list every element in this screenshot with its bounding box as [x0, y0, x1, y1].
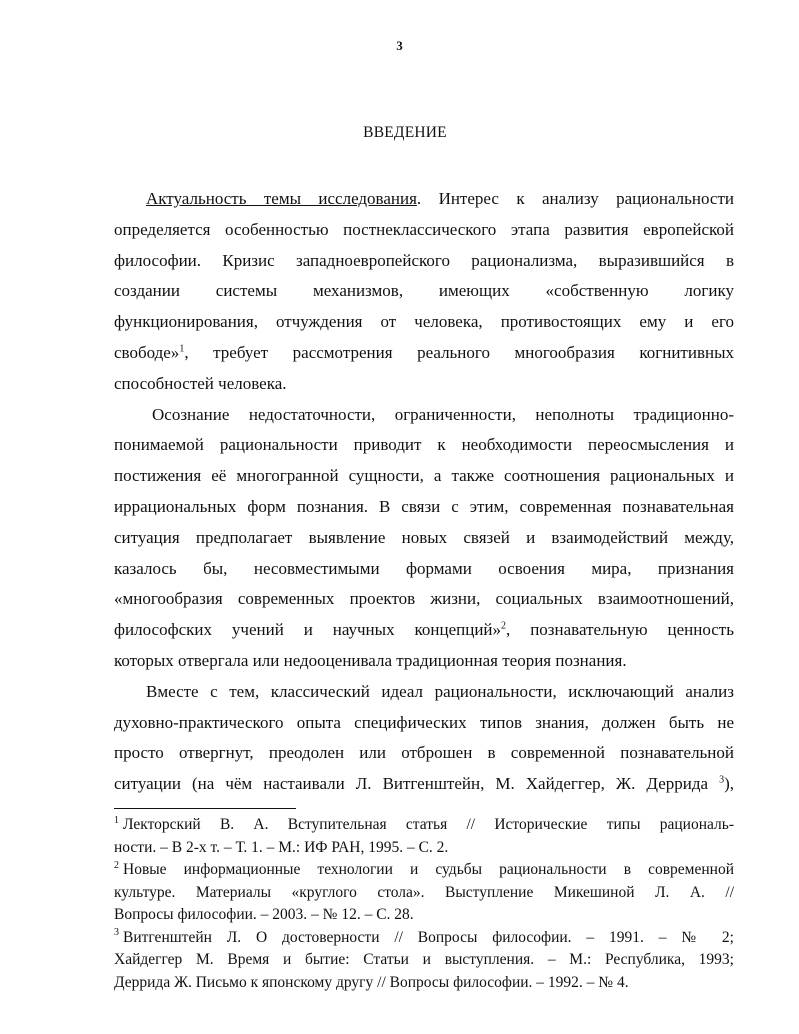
footnote-ref-2: 2 [501, 620, 507, 632]
footnote-line: культуре. Материалы «круглого стола». Выступление Микешиной Л. А. // [114, 883, 734, 901]
body-text [114, 184, 734, 800]
footnote-divider [114, 808, 296, 809]
section-heading: ВВЕДЕНИЕ [363, 124, 447, 141]
text-line: просто отвергнут, преодолен или отброшен в современной познавательной [114, 743, 734, 763]
text-line: определяется особенностью постнеклассического этапа развития европейской [114, 219, 734, 239]
footnote-line: ности. – В 2-х т. – Т. 1. – М.: ИФ РАН, 1995. – С. 2. [114, 838, 449, 856]
text-line: казалось бы, несовместимыми формами освоения мира, признания [114, 558, 734, 578]
text-fragment: Лекторский В. А. Вступительная статья // Исторические типы рациональ- [123, 816, 734, 833]
text-line: философии. Кризис западноевропейского рационализма, выразившийся в [114, 250, 734, 270]
text-line [114, 184, 734, 215]
text-fragment: Витгенштейн Л. О достоверности // Вопросы философии. – 1991. – № 2; [123, 928, 734, 946]
text-fragment: , требует рассмотрения реального многообразия когнитивных [184, 342, 734, 362]
footnote-line [114, 814, 734, 837]
text-line [114, 769, 734, 800]
text-line: способностей человека. [114, 373, 287, 393]
paragraph-classical-ideal [114, 677, 734, 800]
paragraph-relevance [114, 184, 734, 400]
text-line [114, 338, 734, 369]
footnote-mark: 1 [114, 814, 119, 826]
footnote-line: Хайдеггер М. Время и бытие: Статьи и выступления. – М.: Республика, 1993; [114, 951, 734, 968]
text-fragment: ситуации (на чём настаивали Л. Витгенштейн, М. Хайдеггер, Ж. Деррида [114, 774, 720, 794]
text-line: функционирования, отчуждения от человека, противостоящих ему и его [114, 312, 734, 332]
footnote-ref-1: 1 [179, 343, 185, 355]
text-line: понимаемой рациональности приводит к необходимости переосмысления и [114, 435, 734, 455]
footnote-line [114, 927, 734, 950]
paragraph-awareness [114, 400, 734, 677]
text-line: иррациональных форм познания. В связи с этим, современная познавательная [114, 496, 734, 516]
text-line: «многообразия современных проектов жизни, социальных взаимоотношений, [114, 589, 734, 609]
footnote-3 [114, 927, 734, 995]
text-fragment: свободе» [114, 342, 180, 362]
text-line: Вместе с тем, классический идеал рациональности, исключающий анализ [146, 681, 734, 701]
footnote-mark: 2 [114, 859, 119, 871]
text-fragment: . Интерес к анализу рациональности [416, 189, 734, 208]
text-line: которых отвергала или недооценивала традиционная теория познания. [114, 650, 627, 670]
text-line: ситуация предполагает выявление новых связей и взаимодействий между, [114, 527, 734, 547]
text-fragment: , познавательную ценность [506, 620, 734, 640]
text-line: духовно-практического опыта специфических типов знания, должен быть не [114, 712, 734, 732]
footnote-1 [114, 814, 734, 859]
footnotes [114, 814, 734, 994]
text-fragment: ), [724, 774, 734, 794]
footnote-mark: 3 [114, 927, 119, 939]
text-line: Осознание недостаточности, ограниченности, неполноты традиционно- [152, 404, 734, 424]
footnote-line [114, 859, 734, 882]
footnote-line: Вопросы философии. – 2003. – № 12. – С. 28. [114, 906, 414, 923]
text-fragment: Новые информационные технологии и судьбы рациональности в современной [123, 861, 734, 878]
text-line: создании системы механизмов, имеющих «собственную логику [114, 281, 734, 301]
text-line: постижения её многогранной сущности, а также соотношения рациональных и [114, 466, 734, 486]
text-fragment: философских учений и научных концепций» [114, 620, 502, 640]
footnote-2 [114, 859, 734, 927]
relevance-label: Актуальность темы исследования [146, 189, 417, 208]
footnote-ref-3: 3 [719, 774, 725, 786]
page-number: 3 [396, 38, 403, 53]
footnote-line: Деррида Ж. Письмо к японскому другу // Вопросы философии. – 1992. – № 4. [114, 973, 629, 991]
text-line [114, 615, 734, 646]
